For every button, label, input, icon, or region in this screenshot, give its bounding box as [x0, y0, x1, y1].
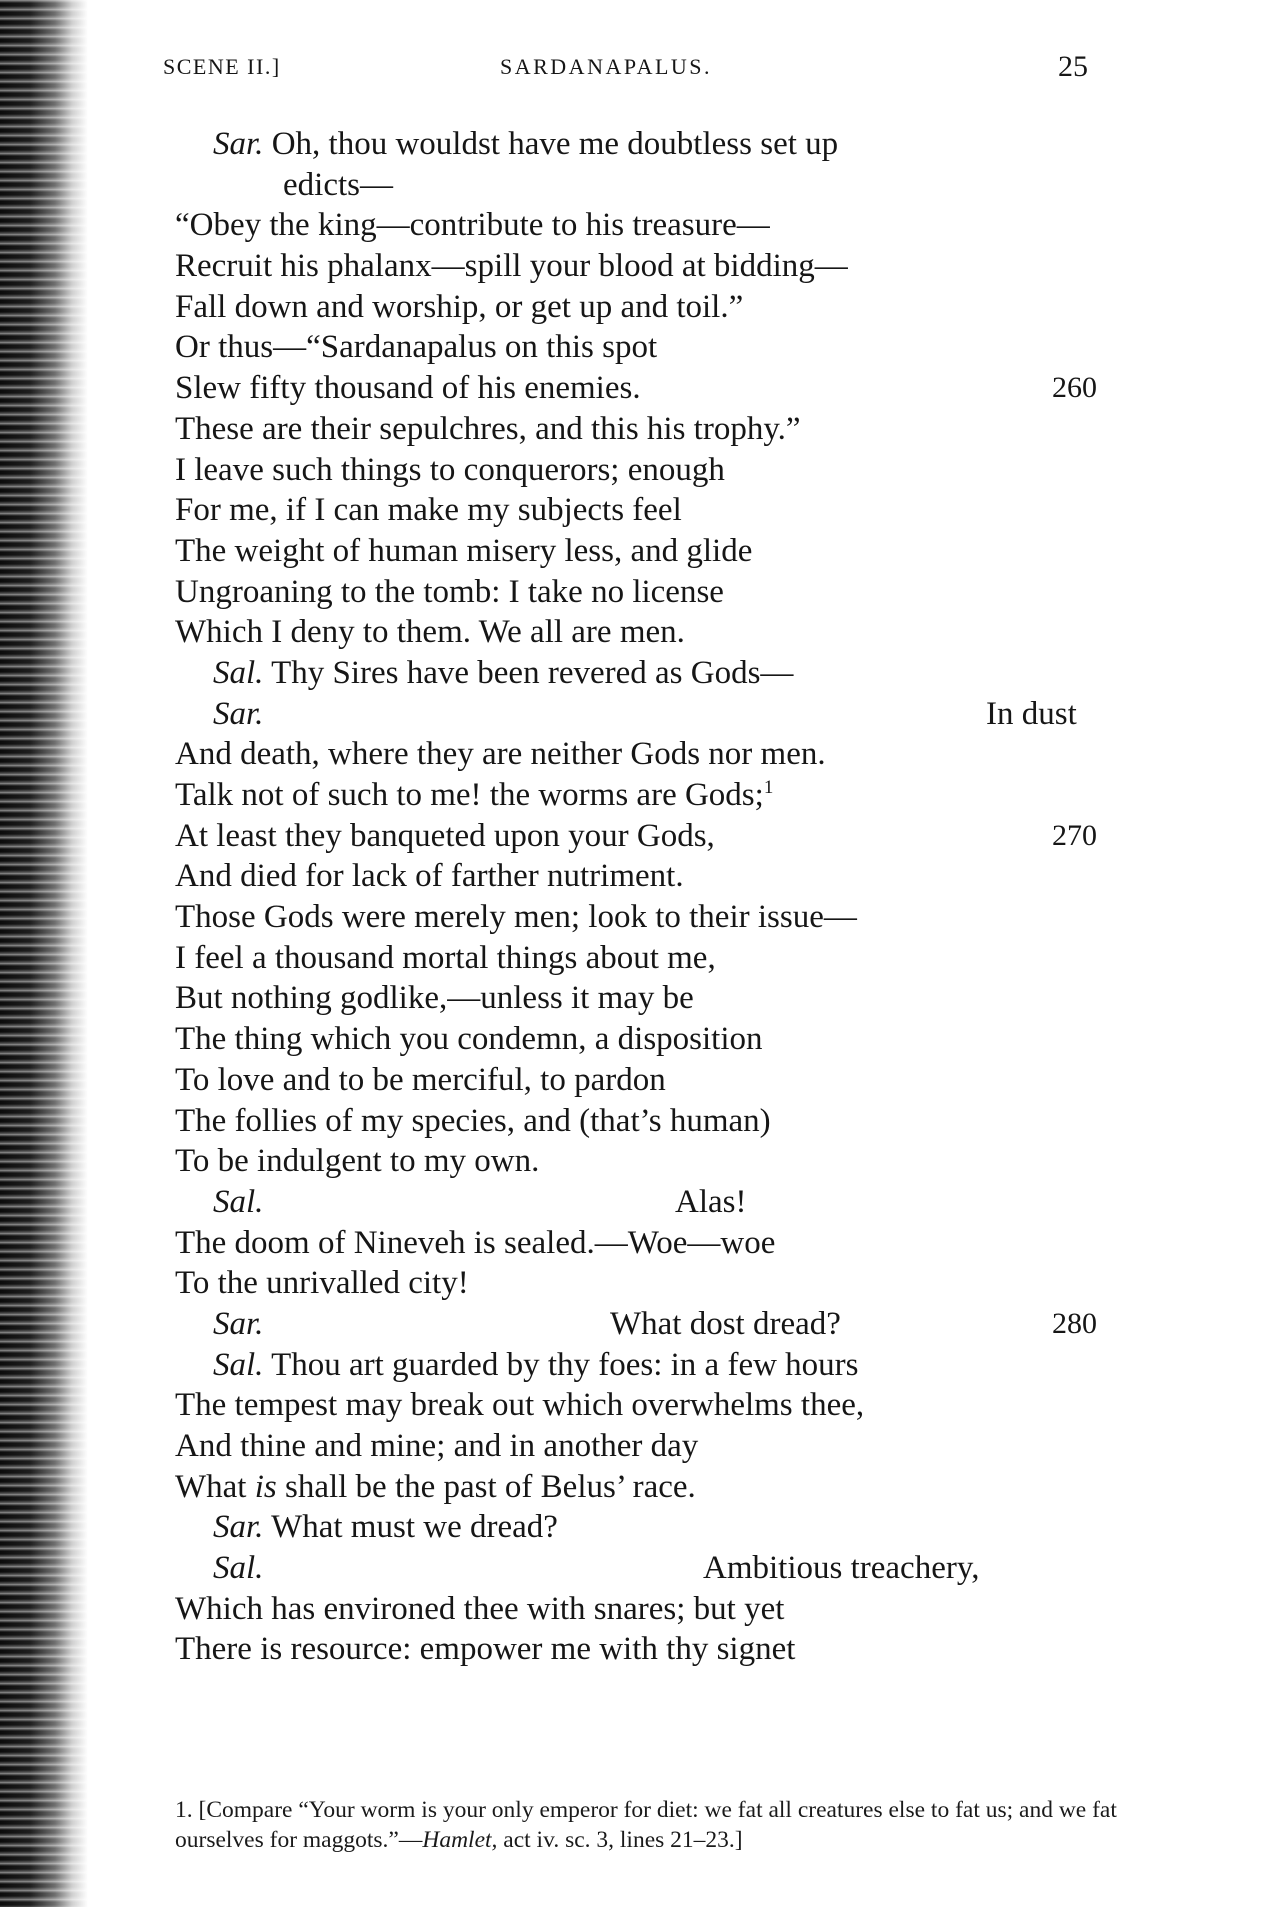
verse-line: [0, 490, 1281, 531]
line-tail-text: In dust: [986, 695, 1077, 732]
line-text: The weight of human misery less, and glide: [175, 532, 753, 569]
line-text: Ungroaning to the tomb: I take no license: [175, 573, 724, 610]
speaker-label: Sal.: [213, 1550, 264, 1587]
verse-line: [0, 1385, 1281, 1426]
play-title: SARDANAPALUS.: [500, 54, 713, 79]
line-text: What must we dread?: [271, 1509, 558, 1546]
verse-line: [0, 1060, 1281, 1101]
line-text: The doom of Nineveh is sealed.—Woe—woe: [175, 1224, 776, 1261]
line-tail-text: Ambitious treachery,: [703, 1550, 980, 1587]
scene-label: SCENE II.]: [163, 54, 281, 79]
speaker-label: Sar.: [213, 126, 264, 162]
verse-line: [0, 694, 1281, 735]
verse-line: [0, 1589, 1281, 1630]
line-text: Oh, thou wouldst have me doubtless set up: [271, 126, 839, 162]
footnote-reference: 1: [763, 777, 774, 798]
verse-block: [0, 124, 1281, 1670]
verse-line: [0, 1467, 1281, 1508]
footnote: [175, 1795, 1135, 1855]
line-text: “Obey the king—contribute to his treasure—: [175, 207, 770, 244]
speaker-label: Sar.: [213, 695, 264, 732]
line-text: And death, where they are neither Gods nor men.: [175, 736, 826, 773]
speaker-label: Sal.: [213, 654, 264, 691]
verse-line: [0, 978, 1281, 1019]
speaker-label: Sar.: [213, 1509, 264, 1546]
line-text: But nothing godlike,—unless it may be: [175, 980, 694, 1017]
line-text: For me, if I can make my subjects feel: [175, 492, 682, 529]
line-text: And thine and mine; and in another day: [175, 1428, 699, 1464]
line-number: 260: [1052, 371, 1097, 405]
line-text: At least they banqueted upon your Gods,: [175, 817, 715, 854]
line-text: The tempest may break out which overwhelms thee,: [175, 1387, 865, 1424]
verse-line: [0, 531, 1281, 572]
line-text: Those Gods were merely men; look to their issue—: [175, 899, 857, 936]
verse-line: [0, 246, 1281, 287]
line-text: The follies of my species, and (that’s human): [175, 1102, 771, 1139]
line-text: Which I deny to them. We all are men.: [175, 614, 685, 651]
line-text: Fall down and worship, or get up and toil.”: [175, 288, 744, 325]
verse-line: [0, 856, 1281, 897]
line-tail-text: Alas!: [675, 1183, 747, 1220]
verse-line: [0, 450, 1281, 491]
verse-line: [0, 1345, 1281, 1386]
line-text: Talk not of such to me! the worms are Gods;: [175, 777, 764, 813]
line-text: To love and to be merciful, to pardon: [175, 1061, 666, 1098]
footnote-text: [Compare “Your worm is your only emperor for diet: we fat all creatures else to fat us; and we fat ourselves for maggots.”—: [175, 1797, 1117, 1853]
verse-line: [0, 1548, 1281, 1589]
verse-line: [0, 409, 1281, 450]
verse-line: [0, 205, 1281, 246]
verse-line: [0, 816, 1281, 857]
line-tail-text: What dost dread?: [610, 1305, 841, 1342]
line-text: Or thus—“Sardanapalus on this spot: [175, 329, 658, 366]
verse-line: [0, 368, 1281, 409]
verse-line: [0, 653, 1281, 694]
line-text: To be indulgent to my own.: [175, 1143, 540, 1180]
verse-line: [0, 1304, 1281, 1345]
verse-line: [0, 897, 1281, 938]
running-head: [0, 50, 1281, 90]
line-text: To the unrivalled city!: [175, 1265, 469, 1302]
page-number: 25: [1058, 50, 1088, 83]
verse-line: [0, 287, 1281, 328]
line-text: And died for lack of farther nutriment.: [175, 858, 684, 895]
line-number: 280: [1052, 1306, 1097, 1340]
verse-line: [0, 1263, 1281, 1304]
line-text: What: [175, 1468, 255, 1505]
line-text: The thing which you condemn, a disposition: [175, 1021, 763, 1058]
emphasis-text: is: [254, 1468, 277, 1505]
line-text: These are their sepulchres, and this his trophy.”: [175, 410, 801, 447]
verse-line: [0, 938, 1281, 979]
line-number: 270: [1052, 818, 1097, 852]
verse-line: [0, 1507, 1281, 1548]
line-text: Recruit his phalanx—spill your blood at bidding—: [175, 248, 848, 285]
verse-line: [0, 1019, 1281, 1060]
verse-line: [0, 124, 1281, 165]
verse-line: [0, 165, 1281, 206]
line-text: Which has environed thee with snares; but yet: [175, 1590, 785, 1627]
verse-line: [0, 1182, 1281, 1223]
verse-line: [0, 1629, 1281, 1670]
footnote-citation: act iv. sc. 3, lines 21–23.]: [503, 1827, 743, 1853]
speaker-label: Sal.: [213, 1346, 264, 1383]
line-text: shall be the past of Belus’ race.: [276, 1468, 696, 1505]
verse-line: [0, 734, 1281, 775]
verse-line: [0, 327, 1281, 368]
line-text: Thy Sires have been revered as Gods—: [271, 654, 794, 691]
speaker-label: Sar.: [213, 1305, 264, 1342]
line-text: Thou art guarded by thy foes: in a few hours: [271, 1346, 859, 1383]
line-text: edicts—: [283, 166, 393, 203]
verse-line: [0, 1426, 1281, 1467]
verse-line: [0, 612, 1281, 653]
line-text: I feel a thousand mortal things about me,: [175, 939, 716, 976]
footnote-source: Hamlet,: [422, 1827, 498, 1853]
speaker-label: Sal.: [213, 1183, 264, 1220]
verse-line: [0, 1101, 1281, 1142]
verse-line: [0, 572, 1281, 613]
footnote-marker: 1.: [175, 1797, 193, 1823]
verse-line: [0, 1223, 1281, 1264]
verse-line: [0, 775, 1281, 816]
verse-line: [0, 1141, 1281, 1182]
line-text: Slew fifty thousand of his enemies.: [175, 370, 641, 407]
line-text: I leave such things to conquerors; enough: [175, 451, 725, 488]
line-text: There is resource: empower me with thy signet: [175, 1631, 796, 1668]
